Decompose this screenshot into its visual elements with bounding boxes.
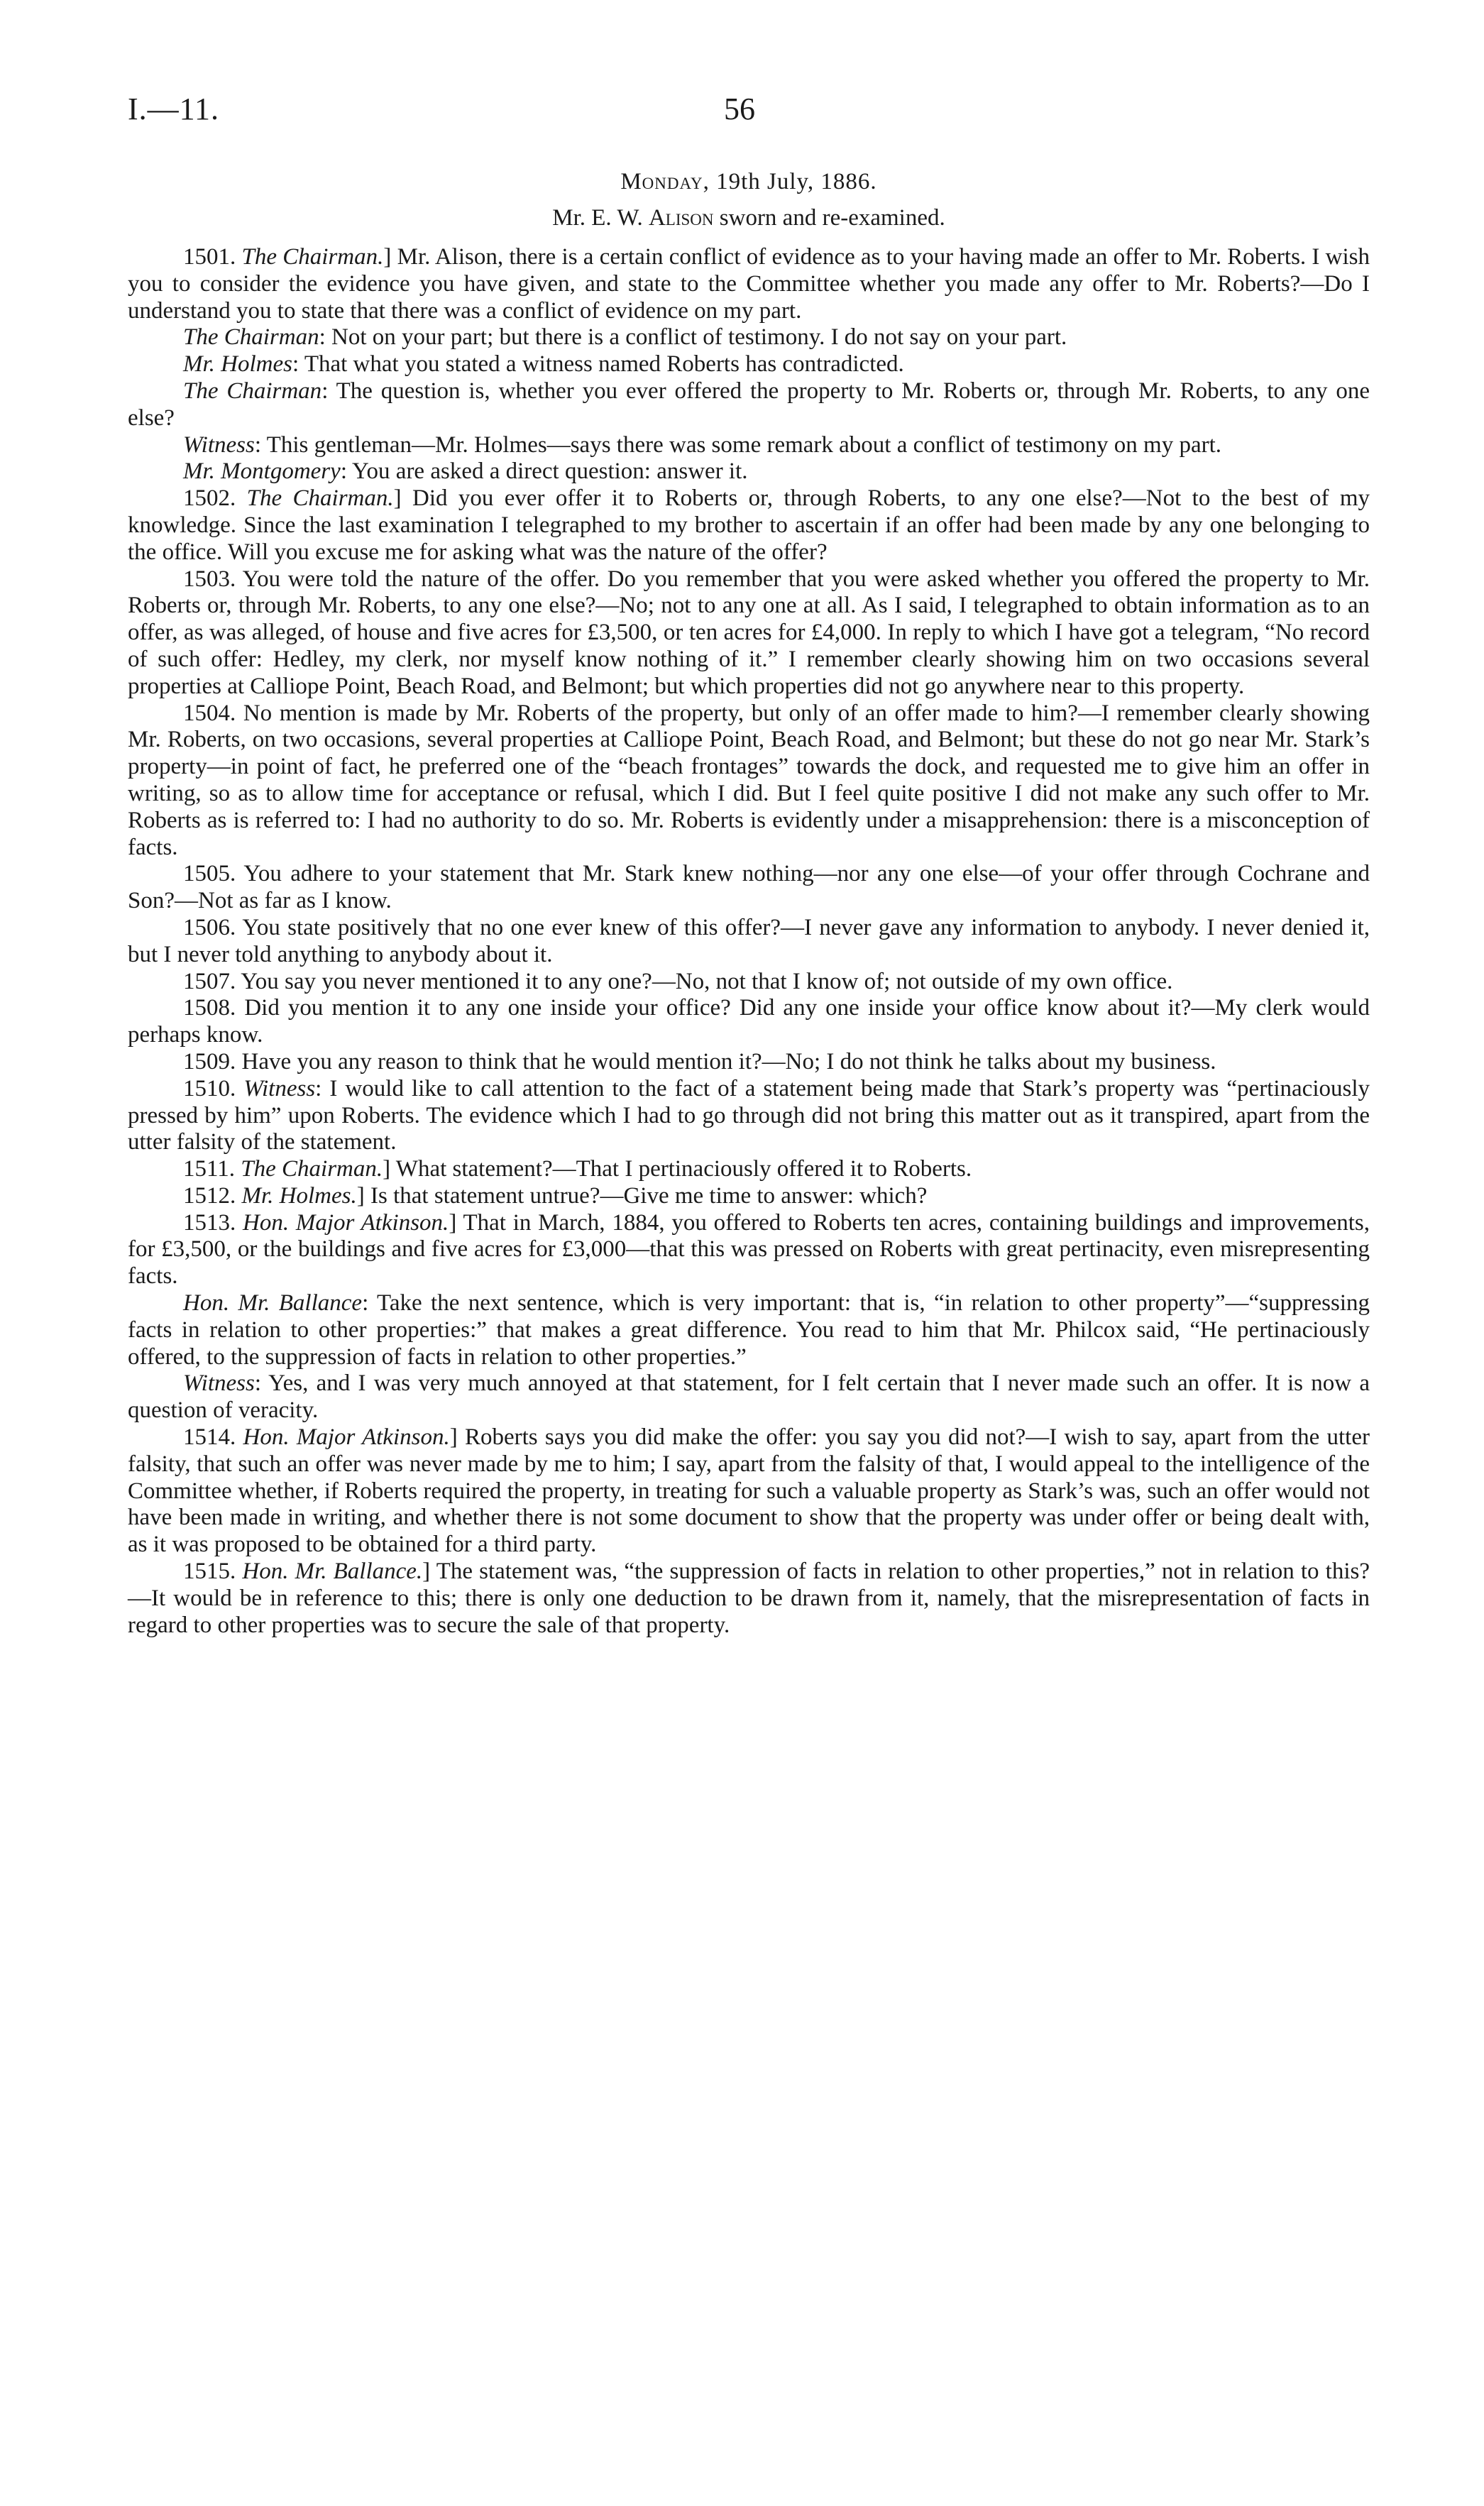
paragraph-text: I would like to call attention to the fact of a statement being made that Stark’s property was “pertinaciously pressed by him” upon Roberts. The evidence which I had to go through did not bring this matter out as it transpired, apart from the utter falsity of the statement. (128, 1075, 1370, 1155)
paragraph-number: 1505. (183, 861, 244, 887)
paragraph-number: 1513. (183, 1209, 243, 1236)
paragraph-text: This gentleman—Mr. Holmes—says there was some remark about a conflict of testimony on my part. (266, 432, 1222, 458)
witness-sworn-line (128, 205, 1370, 231)
paragraph (128, 351, 1370, 378)
paragraph (128, 1370, 1370, 1424)
paragraph-text: You adhere to your statement that Mr. Stark knew nothing—nor any one else—of your offer through Cochrane and Son?—Not as far as I know. (128, 861, 1370, 914)
speaker-separator: ] (449, 1209, 463, 1236)
speaker-separator: : (321, 378, 336, 404)
paragraph (128, 995, 1370, 1049)
paragraph-number: 1508. (183, 995, 245, 1021)
witness-name: Alison (648, 205, 714, 231)
paragraph-text: You say you never mentioned it to any one?—No, not that I know of; not outside of my own office. (241, 968, 1173, 994)
speaker: Mr. Montgomery (183, 458, 341, 485)
speaker: Hon. Mr. Ballance. (242, 1559, 423, 1585)
paragraph-number: 1512. (183, 1182, 242, 1209)
paragraph (128, 1210, 1370, 1290)
speaker-separator: : (254, 432, 267, 458)
paragraph (128, 1559, 1370, 1639)
paragraph (128, 458, 1370, 485)
session-date (128, 169, 1370, 195)
speaker-separator: : (292, 351, 304, 378)
speaker: Hon. Mr. Ballance (183, 1290, 363, 1317)
paragraph-text: Mr. Alison, there is a certain conflict of evidence as to your having made an offer to Mr. Roberts. I wish you to consider the evidence you have given, and state to the Committee whether you made any offer to Mr. Roberts?—Do I understand you to state that there was a conflict of evidence on my part. (128, 244, 1370, 324)
transcript-body (128, 169, 1370, 1639)
paragraph (128, 244, 1370, 324)
paragraph (128, 1290, 1370, 1370)
sworn-suffix: sworn and re-examined. (713, 205, 945, 231)
paragraph (128, 700, 1370, 862)
speaker: Witness (183, 1370, 255, 1397)
paragraph-text: You were told the nature of the offer. Do you remember that you were asked whether you offered the property to Mr. Roberts or, through Mr. Roberts, to any one else?—No; not to any one at all. As I said, I telegraphed to obtain information as to an offer, as was alleged, of house and five acres for £3,500, or ten acres for £4,000. In reply to which I have got a telegram, “No record of such offer: Hedley, my clerk, nor myself know nothing of it.” I remember clearly showing him on two occasions several properties at Calliope Point, Beach Road, and Belmont; but which properties did not go anywhere near to this property. (128, 566, 1370, 699)
paragraph (128, 1183, 1370, 1210)
paragraph (128, 566, 1370, 700)
speaker-separator: : (319, 324, 332, 351)
paragraph-number: 1506. (183, 914, 243, 940)
paragraph (128, 1076, 1370, 1156)
paragraph-text: Did you ever offer it to Roberts or, through Roberts, to any one else?—Not to the best of my knowledge. Since the last examination I telegraphed to my brother to ascertain if an offer had been made by any one belonging to the office. Will you excuse me for asking what was the nature of the offer? (128, 485, 1370, 565)
paragraph-text: Did you mention it to any one inside your office? Did any one inside your office know about it?—My clerk would perhaps know. (128, 995, 1370, 1048)
paragraph (128, 861, 1370, 915)
paragraph-number: 1504. (183, 700, 243, 726)
paragraph-number: 1511. (183, 1156, 241, 1182)
paragraph (128, 1049, 1370, 1076)
paragraph-text: Is that statement untrue?—Give me time to answer: which? (370, 1182, 928, 1209)
speaker: Hon. Major Atkinson. (243, 1424, 450, 1451)
speaker: Mr. Holmes (183, 351, 292, 378)
paragraph-text: Not on your part; but there is a conflict of testimony. I do not say on your part. (331, 324, 1067, 351)
paragraph-text: Take the next sentence, which is very important: that is, “in relation to other property”—“suppressing facts in relation to other properties:” that makes a great difference. You read to him that Mr. Philcox said, “He pertinaciously offered, to the suppression of facts in relation to other properties.” (128, 1290, 1370, 1370)
speaker: The Chairman. (246, 485, 394, 512)
paragraph-text: Roberts says you did make the offer: you say you did not?—I wish to say, apart from the utter falsity, that such an offer was never made by me to him; I say, apart from the falsity of that, I would appeal to the intelligence of the Committee whether, if Roberts required the property, in treating for such a valuable property as Stark’s was, such an offer would not have been made in writing, and whether there is not some document to show that the property was under offer or being dealt with, as it was proposed to be obtained for a third party. (128, 1424, 1370, 1558)
paragraph-text: You state positively that no one ever knew of this offer?—I never gave any information to anybody. I never denied it, but I never told anything to anybody about it. (128, 914, 1370, 967)
paragraph-text: Have you any reason to think that he would mention it?—No; I do not think he talks about my business. (241, 1048, 1216, 1075)
paragraph-text: Yes, and I was very much annoyed at that statement, for I felt certain that I never made such an offer. It is now a question of veracity. (128, 1370, 1370, 1424)
speaker: Mr. Holmes. (241, 1182, 357, 1209)
speaker-separator: : (362, 1290, 378, 1317)
paragraph-number: 1509. (183, 1048, 242, 1075)
paragraph (128, 324, 1370, 351)
paragraph-text: No mention is made by Mr. Roberts of the property, but only of an offer made to him?—I remember clearly showing Mr. Roberts, on two occasions, several properties at Calliope Point, Beach Road, and Belmont; but these do not go near Mr. Stark’s property—in point of fact, he preferred one of the “beach frontages” towards the dock, and requested me to give him an offer in writing, so as to allow time for acceptance or refusal, which I did. But I feel quite positive I did not make any such offer to Mr. Roberts as is referred to: I had no authority to do so. Mr. Roberts is evidently under a misapprehension: there is a misconception of facts. (128, 700, 1370, 860)
paragraph-text: What statement?—That I pertinaciously offered it to Roberts. (395, 1156, 972, 1182)
paragraph-text: The question is, whether you ever offered the property to Mr. Roberts or, through Mr. Roberts, to any one else? (128, 378, 1370, 431)
speaker-separator: ] (449, 1424, 465, 1451)
paper-reference: I.—11. (128, 92, 220, 126)
speaker: The Chairman. (241, 1156, 383, 1182)
paragraph (128, 915, 1370, 969)
speaker-separator: ] (422, 1559, 436, 1585)
paragraph-number: 1503. (183, 566, 243, 592)
paragraph-number: 1502. (183, 485, 247, 512)
speaker-separator: ] (383, 244, 397, 270)
speaker-separator: ] (383, 1156, 396, 1182)
paragraph-text: The statement was, “the suppression of facts in relation to other properties,” not in relation to this?—It would be in reference to this; there is only one deduction to be drawn from it, namely, that the misrepresentation of facts in regard to other properties was to secure the sale of that property. (128, 1559, 1370, 1638)
paragraph (128, 485, 1370, 566)
speaker-separator: ] (393, 485, 412, 512)
paragraph-number: 1507. (183, 968, 241, 994)
speaker: Hon. Major Atkinson. (243, 1209, 449, 1236)
date-rest: , 19th July, 1886. (703, 169, 877, 194)
paragraph-number: 1510. (183, 1075, 244, 1101)
speaker: Witness (183, 432, 255, 458)
paragraph (128, 1156, 1370, 1183)
speaker: The Chairman (183, 378, 322, 404)
speaker-separator: ] (356, 1182, 370, 1209)
paragraph-number: 1501. (183, 244, 242, 270)
paragraph (128, 1424, 1370, 1559)
paragraph (128, 432, 1370, 459)
speaker-separator: : (315, 1075, 330, 1101)
paragraph-number: 1514. (183, 1424, 243, 1451)
paragraph (128, 969, 1370, 996)
paragraph-text: That in March, 1884, you offered to Roberts ten acres, containing buildings and improvements, for £3,500, or the buildings and five acres for £3,000—that this was pressed on Roberts with great pertinacity, even misrepresenting facts. (128, 1209, 1370, 1290)
paragraph-text: That what you stated a witness named Roberts has contradicted. (304, 351, 904, 378)
page-number: 56 (724, 92, 755, 126)
speaker: Witness (243, 1075, 316, 1101)
speaker: The Chairman. (241, 244, 384, 270)
speaker: The Chairman (183, 324, 319, 351)
paragraph-text: You are asked a direct question: answer it. (352, 458, 748, 485)
date-day: Monday (620, 169, 703, 194)
speaker-separator: : (254, 1370, 269, 1397)
paragraph (128, 378, 1370, 432)
sworn-prefix: Mr. E. W. (552, 205, 649, 231)
speaker-separator: : (340, 458, 353, 485)
paragraph-number: 1515. (183, 1559, 243, 1585)
